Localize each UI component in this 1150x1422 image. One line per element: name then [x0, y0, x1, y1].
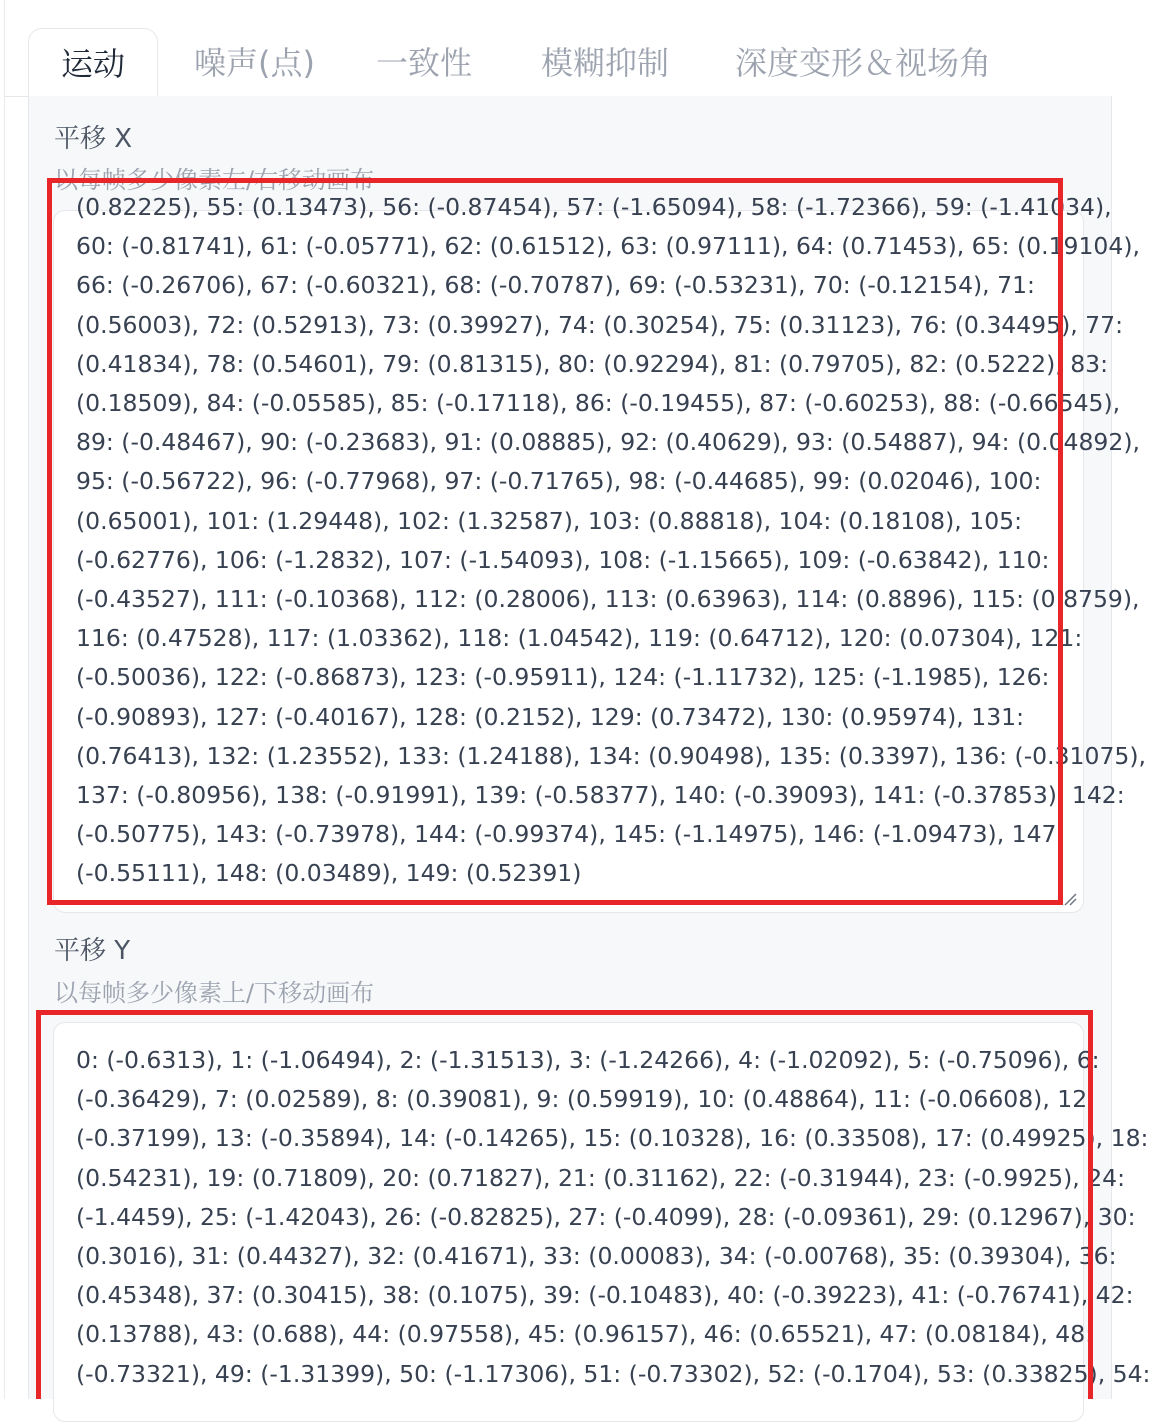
translation-y-textarea[interactable] — [53, 1022, 1150, 1422]
translation-x-label: 平移 X — [54, 124, 133, 154]
tab-noise[interactable]: 噪声(点) — [194, 44, 315, 82]
resize-handle-icon[interactable] — [1063, 892, 1077, 906]
translation-x-textarea[interactable] — [53, 193, 1146, 913]
textarea-line: 89: (-0.48467), 90: (-0.23683), 91: (0.08885), 92: (0.40629), 93: (0.54887), 94: (0.04892), — [76, 428, 1140, 457]
textarea-line: (0.13788), 43: (0.688), 44: (0.97558), 45: (0.96157), 46: (0.65521), 47: (0.08184), 48: — [76, 1320, 1094, 1349]
textarea-line: (-0.90893), 127: (-0.40167), 128: (0.2152), 129: (0.73472), 130: (0.95974), 131: — [76, 702, 1025, 731]
textarea-line: (0.3016), 31: (0.44327), 32: (0.41671), 33: (0.00083), 34: (-0.00768), 35: (0.39304), 36: — [76, 1242, 1117, 1271]
textarea-line: (0.76413), 132: (1.23552), 133: (1.24188), 134: (0.90498), 135: (0.3397), 136: (-0.31075), — [76, 741, 1146, 770]
translation-x-description: 以每帧多少像素左/右移动画布 — [54, 166, 375, 194]
textarea-line: 66: (-0.26706), 67: (-0.60321), 68: (-0.70787), 69: (-0.53231), 70: (-0.12154), 71: — [76, 271, 1035, 300]
textarea-line: (-0.43527), 111: (-0.10368), 112: (0.28006), 113: (0.63963), 114: (0.8896), 115: (0.8759), — [76, 585, 1140, 614]
textarea-line: (0.45348), 37: (0.30415), 38: (0.1075), 39: (-0.10483), 40: (-0.39223), 41: (-0.76741), 42: — [76, 1281, 1134, 1310]
tab-bar — [4, 28, 1112, 97]
translation-y-value — [76, 1041, 1150, 1394]
textarea-line: 95: (-0.56722), 96: (-0.77968), 97: (-0.71765), 98: (-0.44685), 99: (0.02046), 100: — [76, 467, 1042, 496]
translation-y-description: 以每帧多少像素上/下移动画布 — [54, 979, 375, 1007]
textarea-line: 0: (-0.6313), 1: (-1.06494), 2: (-1.31513), 3: (-1.24266), 4: (-1.02092), 5: (-0.75096), 6: — [76, 1046, 1100, 1074]
translation-y-label: 平移 Y — [54, 936, 131, 966]
textarea-line: (-0.36429), 7: (0.02589), 8: (0.39081), 9: (0.59919), 10: (0.48864), 11: (-0.06608), 12: — [76, 1085, 1096, 1114]
textarea-line: (0.54231), 19: (0.71809), 20: (0.71827), 21: (0.31162), 22: (-0.31944), 23: (-0.9925), 24: — [76, 1163, 1126, 1192]
tab-coherence[interactable]: 一致性 — [376, 44, 473, 82]
textarea-line: (-0.37199), 13: (-0.35894), 14: (-0.14265), 15: (0.10328), 16: (0.33508), 17: (0.49925), 18: — [76, 1124, 1149, 1153]
textarea-line: (-1.4459), 25: (-1.42043), 26: (-0.82825), 27: (-0.4099), 28: (-0.09361), 29: (0.12967), 30: — [76, 1202, 1136, 1231]
textarea-line: (-0.50036), 122: (-0.86873), 123: (-0.95911), 124: (-1.11732), 125: (-1.1985), 126: — [76, 663, 1050, 692]
tab-motion[interactable]: 运动 — [28, 28, 158, 98]
textarea-line: 137: (-0.80956), 138: (-0.91991), 139: (-0.58377), 140: (-0.39093), 141: (-0.37853), 142: — [76, 781, 1125, 810]
textarea-line: (-0.73321), 49: (-1.31399), 50: (-1.17306), 51: (-0.73302), 52: (-0.1704), 53: (0.33825), 54: — [76, 1359, 1150, 1388]
textarea-line: 116: (0.47528), 117: (1.03362), 118: (1.04542), 119: (0.64712), 120: (0.07304), 121: — [76, 624, 1083, 653]
tab-anti-blur[interactable]: 模糊抑制 — [541, 44, 670, 82]
textarea-line: (-0.55111), 148: (0.03489), 149: (0.52391) — [76, 859, 582, 888]
textarea-line: (0.56003), 72: (0.52913), 73: (0.39927), 74: (0.30254), 75: (0.31123), 76: (0.34495), 77: — [76, 310, 1124, 339]
tab-depth-warping-fov[interactable]: 深度变形＆视场角 — [735, 44, 992, 82]
textarea-line: (0.65001), 101: (1.29448), 102: (1.32587), 103: (0.88818), 104: (0.18108), 105: — [76, 506, 1023, 535]
textarea-line: (-0.62776), 106: (-1.2832), 107: (-1.54093), 108: (-1.15665), 109: (-0.63842), 110: — [76, 545, 1050, 574]
textarea-line: (0.41834), 78: (0.54601), 79: (0.81315), 80: (0.92294), 81: (0.79705), 82: (0.5222), 83: — [76, 349, 1109, 378]
textarea-line: (-0.50775), 143: (-0.73978), 144: (-0.99374), 145: (-1.14975), 146: (-1.09473), 147: — [76, 820, 1065, 849]
translation-x-value — [76, 188, 1146, 894]
textarea-line: 60: (-0.81741), 61: (-0.05771), 62: (0.61512), 63: (0.97111), 64: (0.71453), 65: (0.19104), — [76, 232, 1140, 261]
textarea-line: (0.18509), 84: (-0.05585), 85: (-0.17118), 86: (-0.19455), 87: (-0.60253), 88: (-0.66545), — [76, 389, 1121, 418]
textarea-line: (0.82225), 55: (0.13473), 56: (-0.87454), 57: (-1.65094), 58: (-1.72366), 59: (-1.41034), — [76, 193, 1112, 221]
